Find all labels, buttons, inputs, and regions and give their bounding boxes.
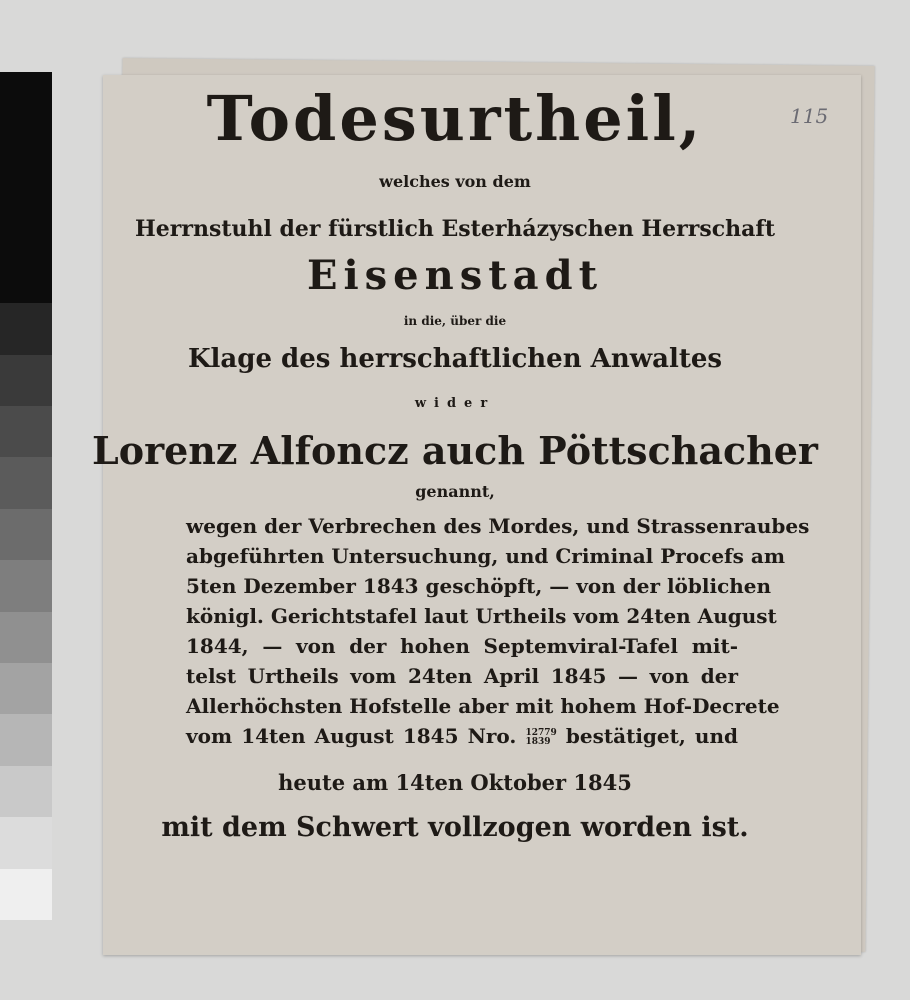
alias-line: genannt, [415, 482, 495, 501]
gray-patch [0, 714, 52, 765]
intro-line: welches von dem [379, 172, 531, 191]
accused-name: Lorenz Alfoncz auch Pöttschacher [92, 428, 818, 473]
decree-numerator: 12779 [525, 727, 557, 738]
body-line: 5ten Dezember 1843 geschöpft, — von der löblichen [186, 574, 772, 598]
body-line: telst Urtheils vom 24ten April 1845 — von der [186, 664, 738, 688]
gray-patch [0, 869, 52, 920]
decree-denominator: 1839 [525, 736, 551, 747]
closing-line: mit dem Schwert vollzogen worden ist. [161, 812, 749, 843]
gray-patch [0, 509, 52, 560]
decree-date: vom 14ten August 1845 Nro. [186, 724, 517, 748]
execution-date: heute am 14ten Oktober 1845 [278, 770, 632, 795]
body-line: 1844, — von der hohen Septemviral-Tafel mit- [186, 634, 738, 658]
body-line-decree [186, 721, 738, 751]
gray-patch [0, 560, 52, 611]
complaint-line: Klage des herrschaftlichen Anwaltes [187, 344, 723, 374]
body-line: königl. Gerichtstafel laut Urtheils vom 24ten August [186, 604, 777, 628]
document-title: Todesurtheil, [206, 82, 704, 155]
gray-patch [0, 612, 52, 663]
verdict-body [186, 511, 810, 751]
place-name: Eisenstadt [306, 252, 604, 299]
against-line: wider [414, 396, 496, 411]
court-line: Herrnstuhl der fürstlich Esterházyschen Herrschaft [135, 216, 775, 242]
body-line: abgeführten Untersuchung, und Criminal Procefs am [186, 544, 786, 568]
decree-confirmation: bestätiget, und [565, 724, 739, 748]
archive-number: 115 [790, 104, 829, 128]
body-line: wegen der Verbrechen des Mordes, und Strassenraubes [186, 514, 810, 538]
connector-line: in die, über die [403, 314, 507, 328]
body-line: Allerhöchsten Hofstelle aber mit hohem Hof-Decrete [186, 694, 780, 718]
gray-patch [0, 663, 52, 714]
decree-number [526, 729, 557, 747]
